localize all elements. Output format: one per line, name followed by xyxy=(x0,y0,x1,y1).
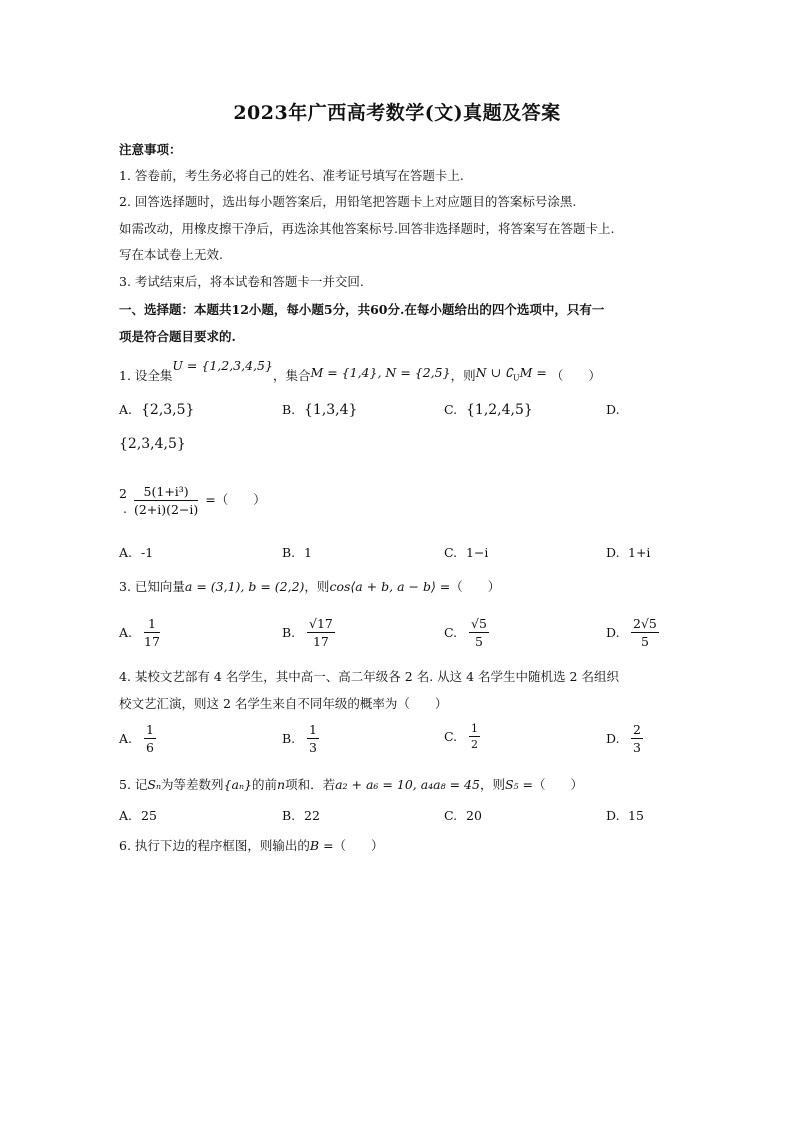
q2-option-c[interactable] xyxy=(444,545,488,560)
q5-t4: ，则 xyxy=(479,777,505,792)
q4-option-d-num: 2 xyxy=(633,722,641,737)
q4-option-a[interactable] xyxy=(119,722,159,755)
notice-heading: 注意事项： xyxy=(119,142,182,157)
q4-option-d-den: 3 xyxy=(633,740,641,755)
q1-option-d[interactable] xyxy=(606,402,628,417)
q3-option-c-num: √5 xyxy=(471,616,487,631)
q3-option-b-frac xyxy=(307,616,335,649)
q4-option-a-frac xyxy=(144,722,156,755)
q4-option-b-den: 3 xyxy=(309,740,317,755)
q5-option-c-label: C. xyxy=(444,808,458,823)
q6-prefix: 6. 执行下边的程序框图，则输出的 xyxy=(119,838,310,853)
q4-option-a-label: A. xyxy=(119,731,133,746)
q2-fraction xyxy=(134,484,198,517)
q3-option-b-label: B. xyxy=(282,625,296,640)
q2-option-b[interactable] xyxy=(282,545,312,560)
q3-option-c-den: 5 xyxy=(474,634,483,649)
q1-mid: ，集合 xyxy=(272,368,311,383)
q3-option-a-label: A. xyxy=(119,625,133,640)
q4-option-c-frac xyxy=(469,722,480,751)
q2-option-d[interactable] xyxy=(606,545,650,560)
q1-expr xyxy=(475,365,547,383)
q2-numerator: 5(1+i³) xyxy=(134,484,198,501)
q3-option-d[interactable] xyxy=(606,616,662,649)
q5-option-b-label: B. xyxy=(282,808,296,823)
q4-option-c-num: 1 xyxy=(471,722,478,735)
q5-option-c-value: 20 xyxy=(466,808,482,823)
q3-option-a-frac xyxy=(144,616,160,649)
q5-sn: Sₙ xyxy=(147,777,162,792)
q3-option-a-num: 1 xyxy=(144,616,160,633)
question-1 xyxy=(119,358,601,386)
q2-option-d-value: 1+i xyxy=(628,545,651,560)
q6-paren: （ ） xyxy=(333,838,384,853)
q4-option-b-frac xyxy=(307,722,319,755)
q1-option-a[interactable] xyxy=(119,402,194,418)
q5-condition: a₂ + a₆ = 10, a₄a₈ = 45 xyxy=(335,777,480,792)
question-6 xyxy=(119,836,384,854)
q5-prefix: 5. 记 xyxy=(119,777,148,792)
question-4-line1: 4. 某校文艺部有 4 名学生，其中高一、高二年级各 2 名. 从这 4 名学生中随机选 2 名组织 xyxy=(119,669,619,684)
q5-t3: 项和．若 xyxy=(285,777,336,792)
q2-paren: （ ） xyxy=(215,492,266,507)
q1-option-a-label: A. xyxy=(119,402,133,417)
q3-option-b-den: 17 xyxy=(312,634,329,649)
notice-item-1: 1. 答卷前，考生务必将自己的姓名、准考证号填写在答题卡上. xyxy=(119,168,464,183)
section-heading-line2: 项是符合题目要求的. xyxy=(119,329,236,344)
q1-set-u: U = {1,2,3,4,5} xyxy=(172,358,273,373)
notice-item-2: 2. 回答选择题时，选出每小题答案后，用铅笔把答题卡上对应题目的答案标号涂黑. xyxy=(119,194,577,209)
section-heading-line1: 一、选择题：本题共12小题，每小题5分，共60分.在每小题给出的四个选项中，只有一 xyxy=(119,302,605,317)
q5-option-a-label: A. xyxy=(119,808,133,823)
q1-option-c-label: C. xyxy=(444,402,458,417)
q1-option-b[interactable] xyxy=(282,402,357,418)
q2-option-c-value: 1−i xyxy=(466,545,489,560)
notice-item-3: 如需改动，用橡皮擦干净后，再选涂其他答案标号.回答非选择题时，将答案写在答题卡上. xyxy=(119,221,615,236)
q2-denominator: (2+i)(2−i) xyxy=(133,502,199,517)
question-4-line2: 校文艺汇演，则这 2 名学生来自不同年级的概率为（ ） xyxy=(119,696,448,711)
q2-dot: . xyxy=(123,500,127,516)
q1-option-b-value: {1,3,4} xyxy=(304,402,358,418)
q1-option-a-value: {2,3,5} xyxy=(141,402,195,418)
q2-option-b-label: B. xyxy=(282,545,296,560)
q4-option-d[interactable] xyxy=(606,722,646,755)
q3-option-d-den: 5 xyxy=(640,634,649,649)
q3-option-d-num: 2√5 xyxy=(633,616,657,631)
notice-item-4: 写在本试卷上无效. xyxy=(119,247,223,262)
q3-paren: （ ） xyxy=(450,579,501,594)
q5-option-a-value: 25 xyxy=(141,808,157,823)
q5-option-d-label: D. xyxy=(606,808,620,823)
q3-option-c-label: C. xyxy=(444,625,458,640)
q5-an: {aₙ} xyxy=(223,777,252,792)
q2-option-a-label: A. xyxy=(119,545,133,560)
q1-option-c-value: {1,2,4,5} xyxy=(466,402,533,418)
q5-option-b-value: 22 xyxy=(304,808,320,823)
q4-option-a-den: 6 xyxy=(146,740,154,755)
q1-paren: （ ） xyxy=(550,368,601,383)
q3-option-a[interactable] xyxy=(119,616,163,649)
q3-prefix: 3. 已知向量 xyxy=(119,579,185,594)
q2-option-d-label: D. xyxy=(606,545,620,560)
q3-vectors: a = (3,1), b = (2,2) xyxy=(184,579,305,594)
q3-option-b[interactable] xyxy=(282,616,338,649)
q3-option-c[interactable] xyxy=(444,616,492,649)
q3-then: ，则 xyxy=(304,579,330,594)
q4-option-d-frac xyxy=(631,722,643,755)
q3-expr: cos⟨a + b, a − b⟩ = xyxy=(329,579,451,594)
q4-option-d-label: D. xyxy=(606,731,620,746)
q4-option-c-den: 2 xyxy=(471,738,478,751)
q5-s5: S₅ = xyxy=(504,777,534,792)
q1-set-mn: M = {1,4}, N = {2,5} xyxy=(310,365,451,380)
q4-option-b[interactable] xyxy=(282,722,322,755)
q2-eq: = xyxy=(205,492,216,507)
q3-option-d-frac xyxy=(631,616,659,649)
page-title: 2023年广西高考数学(文)真题及答案 xyxy=(233,102,561,124)
q5-option-d[interactable] xyxy=(606,808,644,823)
q5-option-d-value: 15 xyxy=(628,808,644,823)
q6-expr: B = xyxy=(309,838,334,853)
q5-paren: （ ） xyxy=(533,777,584,792)
q3-option-b-num: √17 xyxy=(309,616,333,631)
q4-option-c[interactable] xyxy=(444,722,483,751)
q1-option-b-label: B. xyxy=(282,402,296,417)
question-3 xyxy=(119,577,500,595)
question-5 xyxy=(119,775,583,793)
q2-num: 2 xyxy=(119,485,127,501)
q5-option-c[interactable] xyxy=(444,808,482,823)
q1-expr-end: M = xyxy=(519,365,547,380)
q3-option-a-den: 17 xyxy=(144,634,160,649)
notice-item-5: 3. 考试结束后，将本试卷和答题卡一并交回. xyxy=(119,274,364,289)
q1-expr-sub: U xyxy=(512,373,520,383)
question-2 xyxy=(119,484,266,517)
q3-option-d-label: D. xyxy=(606,625,620,640)
q3-option-c-frac xyxy=(469,616,489,649)
q5-t1: 为等差数列 xyxy=(161,777,224,792)
q2-option-b-value: 1 xyxy=(304,545,312,560)
q5-option-b[interactable] xyxy=(282,808,320,823)
q4-option-b-num: 1 xyxy=(309,722,317,737)
q1-expr-main: N ∪ ∁ xyxy=(475,365,513,380)
q5-option-a[interactable] xyxy=(119,808,157,823)
q1-prefix: 1. 设全集 xyxy=(119,368,173,383)
q4-option-b-label: B. xyxy=(282,731,296,746)
q5-t2: 的前 xyxy=(252,777,278,792)
q2-option-a-value: -1 xyxy=(141,545,154,560)
q1-option-c[interactable] xyxy=(444,402,533,418)
q2-option-c-label: C. xyxy=(444,545,458,560)
q1-then: ，则 xyxy=(450,368,476,383)
q1-option-d-label: D. xyxy=(606,402,620,417)
q4-option-c-label: C. xyxy=(444,729,458,744)
q4-option-a-num: 1 xyxy=(146,722,154,737)
q2-number xyxy=(119,486,127,516)
q2-option-a[interactable] xyxy=(119,545,153,560)
q1-option-d-value: {2,3,4,5} xyxy=(119,436,186,452)
q5-n: n xyxy=(277,777,286,792)
